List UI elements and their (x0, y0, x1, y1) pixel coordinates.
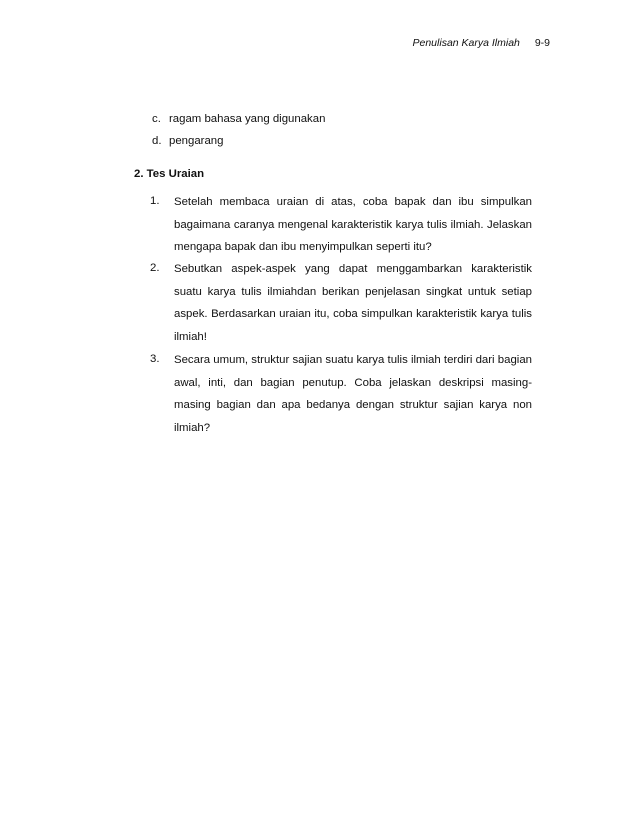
question-text: Setelah membaca uraian di atas, coba bapak dan ibu simpulkan bagaimana caranya mengenal karakteristik karya tulis ilmiah. Jelaskan mengapa bapak dan ibu menyimpulkan seperti itu? (174, 196, 532, 253)
section-title: 2. Tes Uraian (134, 168, 205, 180)
question-number: 3. (150, 353, 160, 365)
page-number: 9-9 (534, 37, 550, 49)
option-marker: d. (152, 135, 162, 147)
question-number: 2. (150, 262, 160, 274)
running-header (413, 37, 551, 49)
option-text: ragam bahasa yang digunakan (169, 113, 326, 125)
question-text: Secara umum, struktur sajian suatu karya tulis ilmiah terdiri dari bagian awal, inti, dan bagian penutup. Coba jelaskan deskripsi masing-masing bagian dan apa bedanya dengan struktur sajian karya non ilmiah? (174, 354, 532, 434)
question-number: 1. (150, 195, 160, 207)
header-title: Penulisan Karya Ilmiah (412, 37, 520, 49)
option-c (152, 113, 325, 125)
option-text: pengarang (169, 135, 224, 147)
option-marker: c. (152, 113, 161, 125)
question-text: Sebutkan aspek-aspek yang dapat menggambarkan karakteristik suatu karya tulis ilmiahdan berikan penjelasan singkat untuk setiap aspek. Berdasarkan uraian itu, coba simpulkan karakteristik karya tulis ilmiah! (174, 263, 532, 343)
option-d (152, 135, 223, 147)
